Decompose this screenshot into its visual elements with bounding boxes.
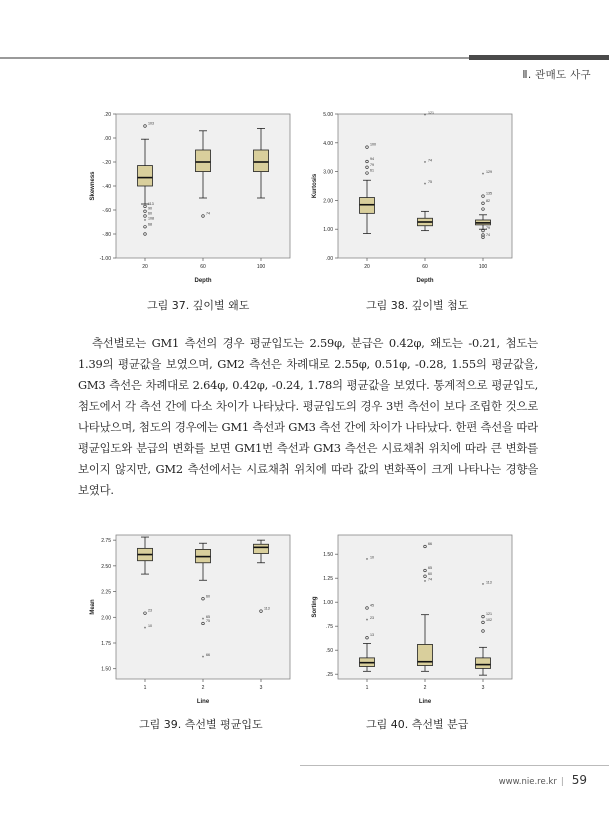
outlier-label: 103 [148,121,154,126]
box [254,150,269,172]
extreme-point: * [144,626,146,633]
outlier-label: 121 [486,612,492,617]
y-tick-label: 2.50 [101,563,111,570]
x-tick-label: 60 [422,264,428,270]
x-tick-label: 1 [143,685,147,691]
x-axis-label: Line [196,699,210,705]
footer [499,773,587,787]
x-axis-label: Depth [416,278,434,284]
box [476,658,491,669]
extreme-point: * [366,618,368,625]
y-tick-label: 5.00 [323,112,333,118]
outlier-label: 65 [206,614,210,619]
y-axis-label: Sorting [312,596,318,618]
outlier-label: 60 [206,594,210,599]
extreme-point: * [366,557,368,564]
y-tick-label: -.20 [102,160,111,166]
outlier-label: 68 [148,222,152,227]
y-tick-label: 1.75 [101,641,111,647]
y-tick-label: 1.50 [323,552,333,559]
y-tick-label: .00 [104,136,111,142]
outlier-label: 74 [206,211,210,216]
y-tick-label: 1.00 [323,227,333,234]
y-tick-label: 1.50 [101,666,111,673]
skewness-boxplot [84,106,298,288]
x-tick-label: 2 [201,685,205,691]
outlier-label: 10 [370,555,374,560]
y-axis-label: Kurtosis [312,173,318,199]
extreme-point: * [202,617,204,624]
outlier-label: 108 [148,216,154,221]
section-title: Ⅱ. 관매도 사구 [522,69,591,81]
y-tick-label: -.60 [102,208,111,214]
page-number: 59 [571,773,587,787]
outlier-label: 82 [486,198,490,203]
extreme-point: * [202,655,204,662]
y-tick-label: -1.00 [99,256,111,262]
y-tick-label: .25 [326,672,333,679]
figure-caption: 그림 39. 측선별 평균입도 [139,718,263,731]
chart-mean-by-line [84,527,298,709]
y-tick-label: -.80 [102,232,111,238]
outlier-label: 13 [370,633,374,638]
y-tick-label: 1.25 [323,576,333,583]
x-tick-label: 3 [481,685,485,691]
outlier-label: 75 [428,180,432,185]
figure-caption: 그림 40. 측선별 분급 [366,718,469,731]
sorting-boxplot [306,527,520,709]
x-tick-label: 3 [259,685,263,691]
x-axis-label: Depth [194,278,212,284]
mean-boxplot [84,527,298,709]
y-tick-label: -.40 [102,184,111,190]
y-tick-label: .20 [104,112,111,118]
extreme-point: * [424,580,426,587]
outlier-label: 135 [486,191,492,196]
chart-sorting-by-line [306,527,520,709]
outlier-label: 23 [370,615,374,620]
outlier-label: 74 [486,232,490,237]
x-tick-label: 20 [364,264,370,270]
x-axis-label: Line [418,699,432,705]
extreme-point: * [424,113,426,120]
y-tick-label: 2.00 [101,615,111,622]
figure-caption: 그림 38. 깊이별 첨도 [366,299,469,312]
outlier-label: 102 [486,617,492,622]
outlier-label: 61 [370,168,374,173]
y-tick-label: 1.00 [323,600,333,607]
outlier-label: 121 [428,110,434,115]
outlier-label: 60 [148,211,152,216]
y-tick-label: 2.25 [101,589,111,596]
box [254,544,269,553]
y-tick-label: 4.00 [323,140,333,147]
extreme-point: * [424,182,426,189]
outlier-label: 60 [428,571,432,576]
extreme-point: * [144,218,146,225]
extreme-point: * [482,172,484,179]
x-tick-label: 100 [478,264,488,270]
outlier-label: 113 [264,606,270,611]
outlier-label: 65 [428,566,432,571]
figure-caption: 그림 37. 깊이별 왜도 [147,299,250,312]
y-axis-label: Skewness [90,171,96,201]
box [196,150,211,172]
body-paragraph: 측선별로는 GM1 측선의 경우 평균입도는 2.59φ, 분급은 0.42φ, 왜도는 -0.21, 첨도는 1.39의 평균값을 보였으며, GM2 측선은 차례대로 2.55φ, 0.51φ, -0.28, 1.55의 평균값을, GM3 측선은 차례대로 2.64φ, 0.42φ, -0.24, 1.78의 평균값을 보였다. 통계적으로 평균입도, 첨도에서 각 측선 간에 다소 차이가 나타났다. 평균입도의 경우 3번 측선이 보다 조립한 것으로 나타났으며, 첨도의 경우에는 GM1 측선과 GM3 측선 간에 차이가 나타났다. 한편 측선을 따라 평균입도와 분급의 변화를 보면 GM1번 측선과 GM3 측선은 시료채취 위치에 따라 큰 변화를 보이지 않지만, GM2 측선에서는 시료채취 위치에 따라 값의 변화폭이 크게 나타나는 경향을 보였다. [78,336,538,497]
footer-rule [300,765,609,766]
x-tick-label: 60 [200,264,206,270]
outlier-label: 79 [370,162,374,167]
header-accent-bar [469,55,609,60]
outlier-label: 129 [486,169,492,174]
x-tick-label: 1 [365,685,369,691]
x-tick-label: 2 [423,685,427,691]
outlier-label: 90 [148,206,152,211]
outlier-label: 10 [148,624,152,629]
outlier-label: 79 [486,226,490,231]
outlier-label: 113 [486,580,492,585]
footer-separator: | [560,777,564,787]
chart-kurtosis-by-depth [306,106,520,288]
chart-skewness-by-depth [84,106,298,288]
y-tick-label: 2.00 [323,198,333,205]
y-tick-label: .00 [326,256,333,262]
body-text [78,333,538,501]
y-tick-label: 2.75 [101,538,111,545]
outlier-label: 66 [428,542,432,547]
outlier-label: 74 [428,158,432,163]
y-tick-label: .75 [326,624,333,631]
outlier-label: 94 [370,157,374,162]
outlier-label: 66 [206,652,210,657]
kurtosis-boxplot [306,106,520,288]
x-tick-label: 100 [256,264,266,270]
outlier-label: 75 [206,618,210,623]
outlier-label: 74 [428,577,432,582]
outlier-label: 100 [370,142,376,147]
y-axis-label: Mean [90,599,96,615]
x-tick-label: 20 [142,264,148,270]
y-tick-label: .50 [326,648,333,655]
y-tick-label: 3.00 [323,169,333,176]
extreme-point: * [424,160,426,167]
outlier-label: 45 [370,603,374,608]
extreme-point: * [482,582,484,589]
box [138,166,153,186]
outlier-label: 113 [148,201,154,206]
outlier-label: 23 [148,608,152,613]
footer-url: www.nie.re.kr [498,777,557,787]
